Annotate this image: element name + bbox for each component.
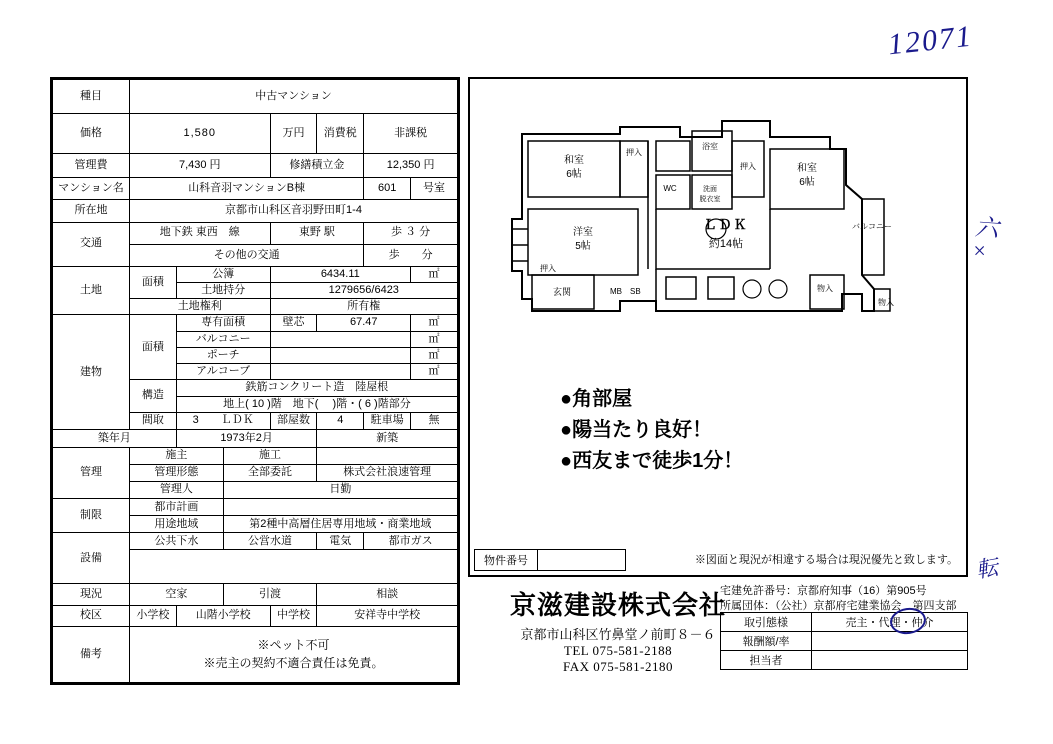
selling-point-2: ●陽当たり良好！ [560,419,713,441]
value-elementary: 山階小学校 [176,606,270,626]
association: 所属団体：（公社）京都府宅建業協会 第四支部 [720,599,957,612]
room-label-genkan: 玄関 [552,287,572,297]
value-land-share: 1279656/6423 [270,282,457,298]
value-structure: 鉄筋コンクリート造 陸屋根 [176,380,457,396]
value-mansion-name: 山科音羽マンションB棟 [130,178,364,200]
label-built: 築年月 [53,429,177,447]
label-datsui: 脱衣室 [699,196,721,203]
property-spec-table [50,77,460,685]
property-number-box [474,549,626,571]
label-remarks: 備考 [53,626,130,682]
property-number-value [538,550,625,570]
selling-points [560,384,743,477]
value-shumoku: 中古マンション [130,80,458,114]
room-size-ldk: 約14帖 [708,238,744,250]
licence-block [720,584,968,614]
label-kanrihi: 管理費 [53,154,130,178]
label-equipment: 設備 [53,533,130,584]
value-caretaker: 日勤 [223,482,457,499]
label-monoire-2: 物入 [878,298,894,307]
value-kanrihi: 7,430 円 [130,154,271,178]
table-row [721,632,968,651]
floorplan-panel [468,77,968,577]
table-row [721,613,968,632]
label-senyu: 専有面積 [176,315,270,331]
label-sewer: 公共下水 [130,533,224,550]
label-oshiire-1: 押入 [626,148,642,157]
label-rooms: 部屋数 [270,412,317,429]
unit-senyu: ㎡ [411,315,458,331]
selling-point-3: ●西友まで徒歩1分！ [560,450,744,472]
company-name: 京滋建設株式会社 [509,591,726,620]
handwritten-mark-roku: 六 [973,215,1000,243]
label-electric: 電気 [317,533,364,550]
unit-porch: ㎡ [411,347,458,363]
value-address: 京都市山科区音羽野田町1-4 [130,200,458,222]
label-caretaker: 管理人 [130,482,224,499]
label-mansion-name: マンション名 [53,178,130,200]
value-rooms: 4 [317,412,364,429]
label-kakaku: 価格 [53,114,130,154]
room-label-washitsu-2: 和室 [797,163,817,174]
label-madori: 間取 [130,412,177,429]
room-label-ldk: ＬＤＫ [703,217,749,232]
label-transport: 交通 [53,222,130,266]
unit-manen: 万円 [270,114,317,154]
value-zoning: 第2種中高層住居専用地域・商業地域 [223,516,457,533]
unit-kobo: ㎡ [411,266,458,282]
label-transaction-type: 取引態様 [721,613,812,632]
unit-alcove: ㎡ [411,364,458,380]
value-room-no: 601 [364,178,411,200]
label-parking: 駐車場 [364,412,411,429]
value-junior: 安祥寺中学校 [317,606,458,626]
label-sb: SB [630,287,641,296]
value-remarks [130,626,458,682]
label-shohizei: 消費税 [317,114,364,154]
room-label-yoshitsu: 洋室 [573,227,593,238]
handwritten-number: 12071 [886,19,975,62]
licence-number: 宅建免許番号：京都府知事（16）第905号 [720,585,927,597]
value-transaction-type: 売主・代理・仲介 [812,613,968,632]
value-handover: 相談 [317,584,458,606]
label-land-share: 土地持分 [176,282,270,298]
label-land-right: 土地権利 [130,299,271,315]
value-transport-walk: 歩 ３ 分 [364,222,458,244]
transaction-table [720,612,968,670]
label-builder: 施工 [223,447,317,464]
company-fax: FAX 075-581-2180 [563,659,673,674]
label-status: 現況 [53,584,130,606]
value-transport-station: 東野 駅 [270,222,364,244]
label-porch: ポーチ [176,347,270,363]
label-newbuild: 新築 [317,429,458,447]
label-alcove: アルコーブ [176,364,270,380]
label-senmen: 洗面 [703,186,717,193]
value-shuzen: 12,350 円 [364,154,458,178]
label-junior: 中学校 [270,606,317,626]
room-label-washitsu-1: 和室 [564,155,584,166]
value-transport-line: 地下鉄 東西 線 [130,222,271,244]
label-kobo: 公簿 [176,266,270,282]
value-mgmt-type: 全部委託 [223,464,317,481]
label-city-plan: 都市計画 [130,499,224,516]
value-commission [812,632,968,651]
label-yokushitsu: 浴室 [702,142,718,151]
remarks-line-2: ※売主の契約不適合責任は免責。 [203,656,384,671]
company-address: 京都市山科区竹鼻堂ノ前町８－６ [520,627,716,642]
label-elementary: 小学校 [130,606,177,626]
label-transport-other: その他の交通 [130,244,364,266]
label-management: 管理 [53,447,130,498]
label-school-district: 校区 [53,606,130,626]
label-person-in-charge: 担当者 [721,651,812,670]
label-owner: 施主 [130,447,224,464]
label-shuzen: 修繕積立金 [270,154,364,178]
room-size-washitsu-2: 6帖 [799,177,815,188]
label-oshiire-2: 押入 [740,162,756,171]
label-building-area: 面積 [130,315,177,380]
label-balcony-plan: バルコニー [852,222,892,231]
label-wc: WC [663,184,677,193]
label-mb: MB [610,287,622,296]
label-oshiire-3: 押入 [540,264,556,273]
label-address: 所在地 [53,200,130,222]
label-shumoku: 種目 [53,80,130,114]
company-tel: TEL 075-581-2188 [563,643,673,658]
floorplan-drawing [470,79,970,349]
value-person-in-charge [812,651,968,670]
unit-balcony: ㎡ [411,331,458,347]
label-land-area: 面積 [130,266,177,298]
floorplan-disclaimer: ※図面と現況が相違する場合は現況優先と致します。 [694,554,958,566]
value-mgmt-company: 株式会社浪速管理 [317,464,458,481]
label-restriction: 制限 [53,499,130,533]
property-number-label: 物件番号 [475,550,538,570]
value-transport-other-walk: 歩 分 [364,244,458,266]
label-kabeshin: 壁芯 [270,315,317,331]
value-kobo: 6434.11 [270,266,411,282]
label-commission: 報酬額/率 [721,632,812,651]
value-parking: 無 [411,412,458,429]
value-senyu: 67.47 [317,315,411,331]
handwritten-mark-ten: 転 [974,554,1001,583]
value-madori: 3 ＬＤＫ [176,412,270,429]
label-land: 土地 [53,266,130,315]
label-building: 建物 [53,315,130,429]
value-land-right: 所有権 [270,299,457,315]
remarks-line-1: ※ペット不可 [257,638,330,653]
value-shohizei: 非課税 [364,114,458,154]
value-status: 空家 [130,584,224,606]
room-size-washitsu-1: 6帖 [566,169,582,180]
label-structure: 構造 [130,380,177,412]
unit-room-no: 号室 [411,178,458,200]
label-gas: 都市ガス [364,533,458,550]
label-balcony: バルコニー [176,331,270,347]
label-water: 公営水道 [223,533,317,550]
label-zoning: 用途地域 [130,516,224,533]
handwritten-mark-x: × [972,238,987,263]
label-handover: 引渡 [223,584,317,606]
selling-point-1: ●角部屋 [560,388,633,410]
value-kakaku: 1,580 [130,114,271,154]
room-size-yoshitsu: 5帖 [575,241,591,252]
label-mgmt-type: 管理形態 [130,464,224,481]
table-row [721,651,968,670]
label-monoire-1: 物入 [817,284,833,293]
value-built: 1973年2月 [176,429,317,447]
value-floors: 地上( 10 )階 地下( )階・( 6 )階部分 [176,396,457,412]
